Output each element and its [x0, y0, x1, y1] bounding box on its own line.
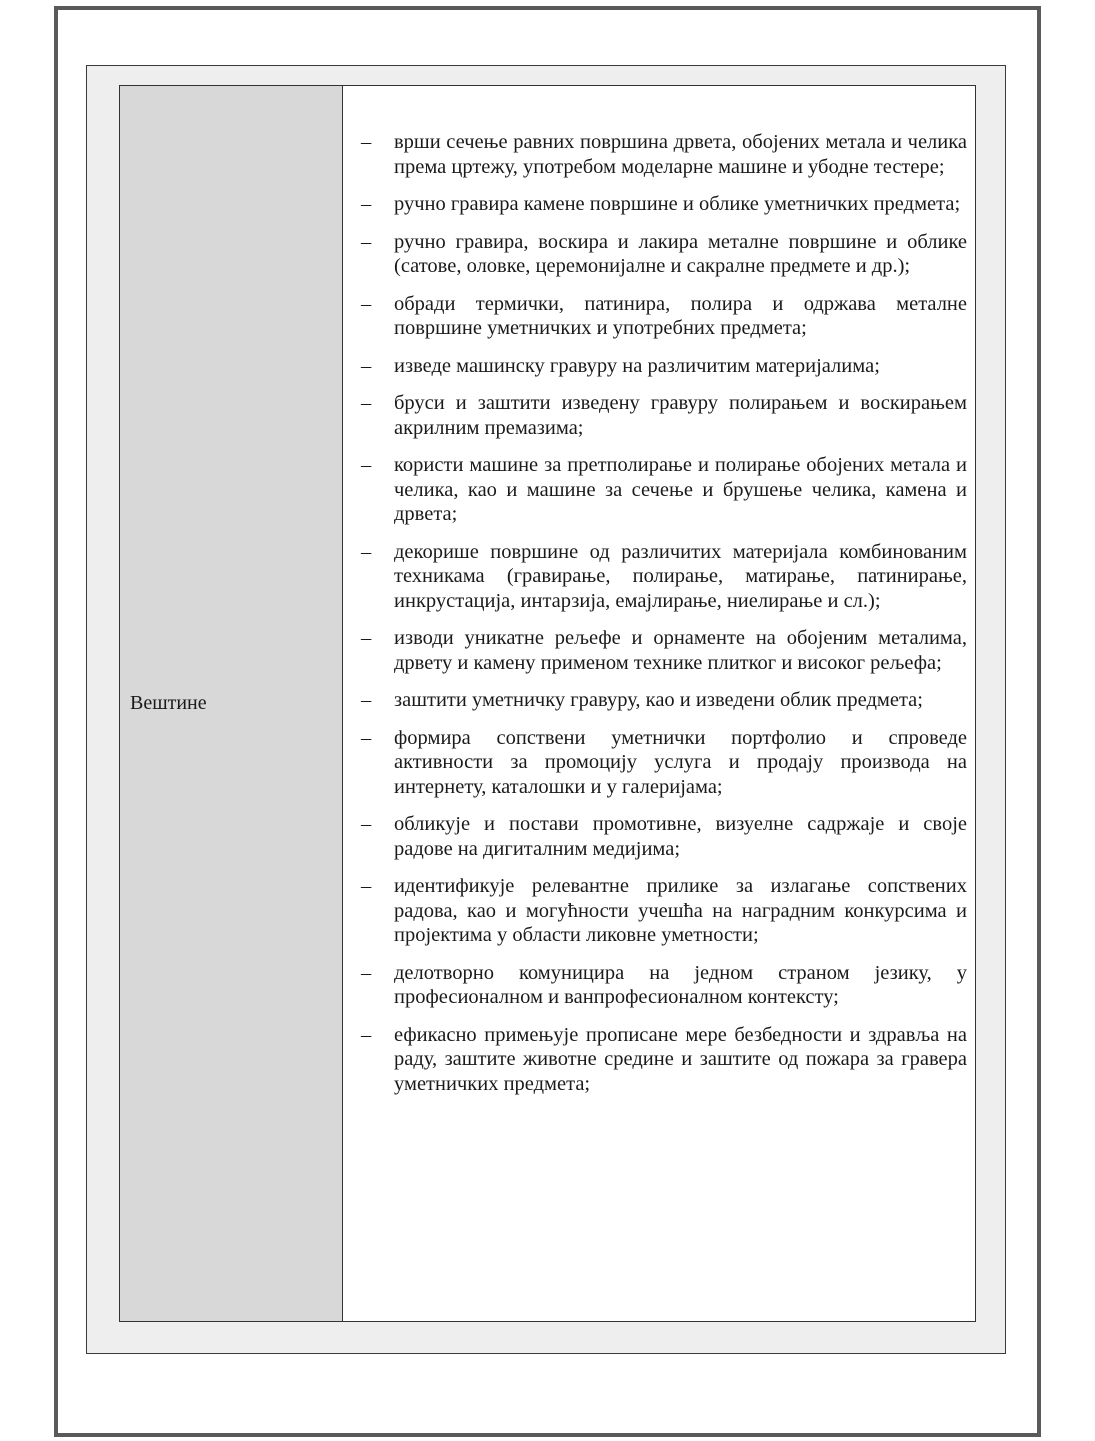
list-item: – формира сопствени уметнички портфолио и спроведе активности за промоцију услуга и продају производа на интернету, каталошки и у галеријама; [361, 726, 967, 800]
list-item: – обради термички, патинира, полира и одржава металне површине уметничких и употребних предмета; [361, 292, 967, 341]
list-item: – изведе машинску гравуру на различитим материјалима; [361, 354, 967, 379]
skills-table [119, 85, 976, 1322]
list-item: – обликује и постави промотивне, визуелне садржаје и своје радове на дигиталним медијима; [361, 812, 967, 861]
skills-list [361, 130, 967, 1096]
list-item: – идентификује релевантне прилике за излагање сопствених радова, као и могућности учешћа на наградним конкурсима и пројектима у области ликовне уметности; [361, 874, 967, 948]
list-item: – ефикасно примењује прописане мере безбедности и здравља на раду, заштите животне средине и заштите од пожара за гравера уметничких предмета; [361, 1023, 967, 1097]
list-item: – користи машине за претполирање и полирање обојених метала и челика, као и машине за сечење и брушење челика, камена и дрвета; [361, 453, 967, 527]
content-cell [343, 86, 975, 1321]
list-item: – ручно гравира камене површине и облике уметничких предмета; [361, 192, 967, 217]
list-item: – декорише површине од различитих материјала комбинованим техникама (гравирање, полирање, матирање, патинирање, инкрустација, интарзија, емајлирање, ниелирање и сл.); [361, 540, 967, 614]
list-item: – заштити уметничку гравуру, као и изведени облик предмета; [361, 688, 967, 713]
list-item: – изводи уникатне рељефе и орнаменте на обојеним металима, дрвету и камену применом технике плитког и високог рељефа; [361, 626, 967, 675]
list-item: – врши сечење равних површина дрвета, обојених метала и челика према цртежу, употребом моделарне машине и убодне тестере; [361, 130, 967, 179]
list-item: – бруси и заштити изведену гравуру полирањем и воскирањем акрилним премазима; [361, 391, 967, 440]
list-item: – ручно гравира, воскира и лакира металне површине и облике (сатове, оловке, церемонијалне и сакралне предмете и др.); [361, 230, 967, 279]
label-cell [120, 86, 343, 1321]
skills-label: Вештине [130, 692, 207, 714]
list-item: – делотворно комуницира на једном страном језику, у професионалном и ванпрофесионалном контексту; [361, 961, 967, 1010]
